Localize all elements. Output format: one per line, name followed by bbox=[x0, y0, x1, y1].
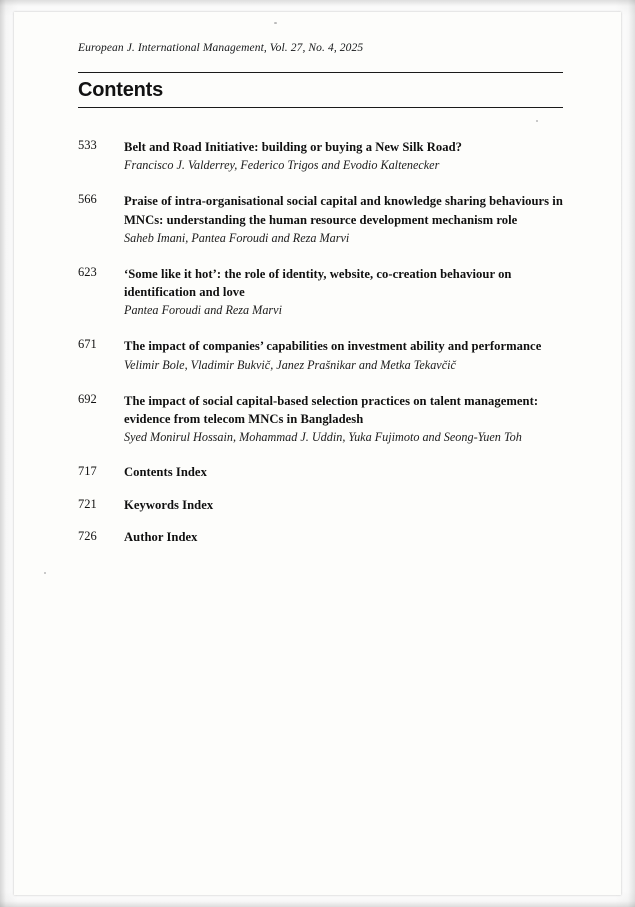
toc-article-title: Keywords Index bbox=[124, 497, 214, 512]
toc-page-number: 692 bbox=[78, 391, 97, 406]
toc-page-number: 533 bbox=[78, 138, 97, 152]
toc-article-title: The impact of social capital-based selection practices on talent management: evidence from telecom MNCs in Bangladesh bbox=[124, 393, 539, 427]
toc-entry-body bbox=[124, 192, 563, 247]
toc-article-title: ‘Some like it hot’: the role of identity, website, co-creation behaviour on identification and love bbox=[124, 266, 512, 300]
toc-entry-body bbox=[124, 497, 563, 513]
toc-page-number: 623 bbox=[78, 264, 97, 279]
toc-article-title: Praise of intra-organisational social capital and knowledge sharing behaviours in MNCs: understanding the human resource development mechanism role bbox=[124, 194, 563, 227]
toc-entry-body bbox=[124, 138, 563, 174]
page-content bbox=[78, 42, 563, 561]
scan-speck bbox=[274, 22, 277, 24]
toc-entry[interactable] bbox=[78, 464, 563, 480]
toc-article-title: Contents Index bbox=[124, 465, 207, 480]
table-of-contents bbox=[78, 138, 563, 545]
toc-article-authors: Francisco J. Valderrey, Federico Trigos and Evodio Kaltenecker bbox=[124, 158, 440, 173]
header-rule-bottom bbox=[78, 107, 563, 108]
toc-article-title: Belt and Road Initiative: building or buying a New Silk Road? bbox=[124, 140, 463, 154]
toc-article-authors: Saheb Imani, Pantea Foroudi and Reza Marvi bbox=[124, 230, 350, 245]
toc-article-authors: Syed Monirul Hossain, Mohammad J. Uddin, Yuka Fujimoto and Seong-Yuen Toh bbox=[124, 430, 522, 445]
toc-entry[interactable] bbox=[78, 138, 563, 174]
toc-article-authors: Pantea Foroudi and Reza Marvi bbox=[124, 303, 282, 318]
toc-page-number: 566 bbox=[78, 192, 97, 207]
toc-entry[interactable] bbox=[78, 337, 563, 373]
journal-citation-line: European J. International Management, Vol. 27, No. 4, 2025 bbox=[78, 42, 364, 54]
toc-page-number: 726 bbox=[78, 529, 97, 544]
toc-entry-body bbox=[124, 464, 563, 480]
toc-article-title: Author Index bbox=[124, 530, 198, 545]
paper-sheet bbox=[14, 12, 621, 895]
toc-entry[interactable] bbox=[78, 392, 563, 447]
toc-entry-body bbox=[124, 265, 563, 320]
toc-entry[interactable] bbox=[78, 265, 563, 320]
toc-page-number: 721 bbox=[78, 496, 97, 511]
toc-page-number: 717 bbox=[78, 464, 97, 479]
toc-entry-body bbox=[124, 529, 563, 545]
page-title: Contents bbox=[78, 79, 164, 101]
toc-entry-body bbox=[124, 392, 563, 447]
toc-entry[interactable] bbox=[78, 192, 563, 247]
toc-entry[interactable] bbox=[78, 497, 563, 513]
toc-page-number: 671 bbox=[78, 337, 97, 352]
toc-article-title: The impact of companies’ capabilities on investment ability and performance bbox=[124, 339, 542, 354]
scan-speck bbox=[44, 572, 46, 574]
toc-entry[interactable] bbox=[78, 529, 563, 545]
toc-article-authors: Velimir Bole, Vladimir Bukvič, Janez Prašnikar and Metka Tekavčič bbox=[124, 357, 456, 372]
toc-entry-body bbox=[124, 337, 563, 373]
header-rule-top bbox=[78, 72, 563, 73]
